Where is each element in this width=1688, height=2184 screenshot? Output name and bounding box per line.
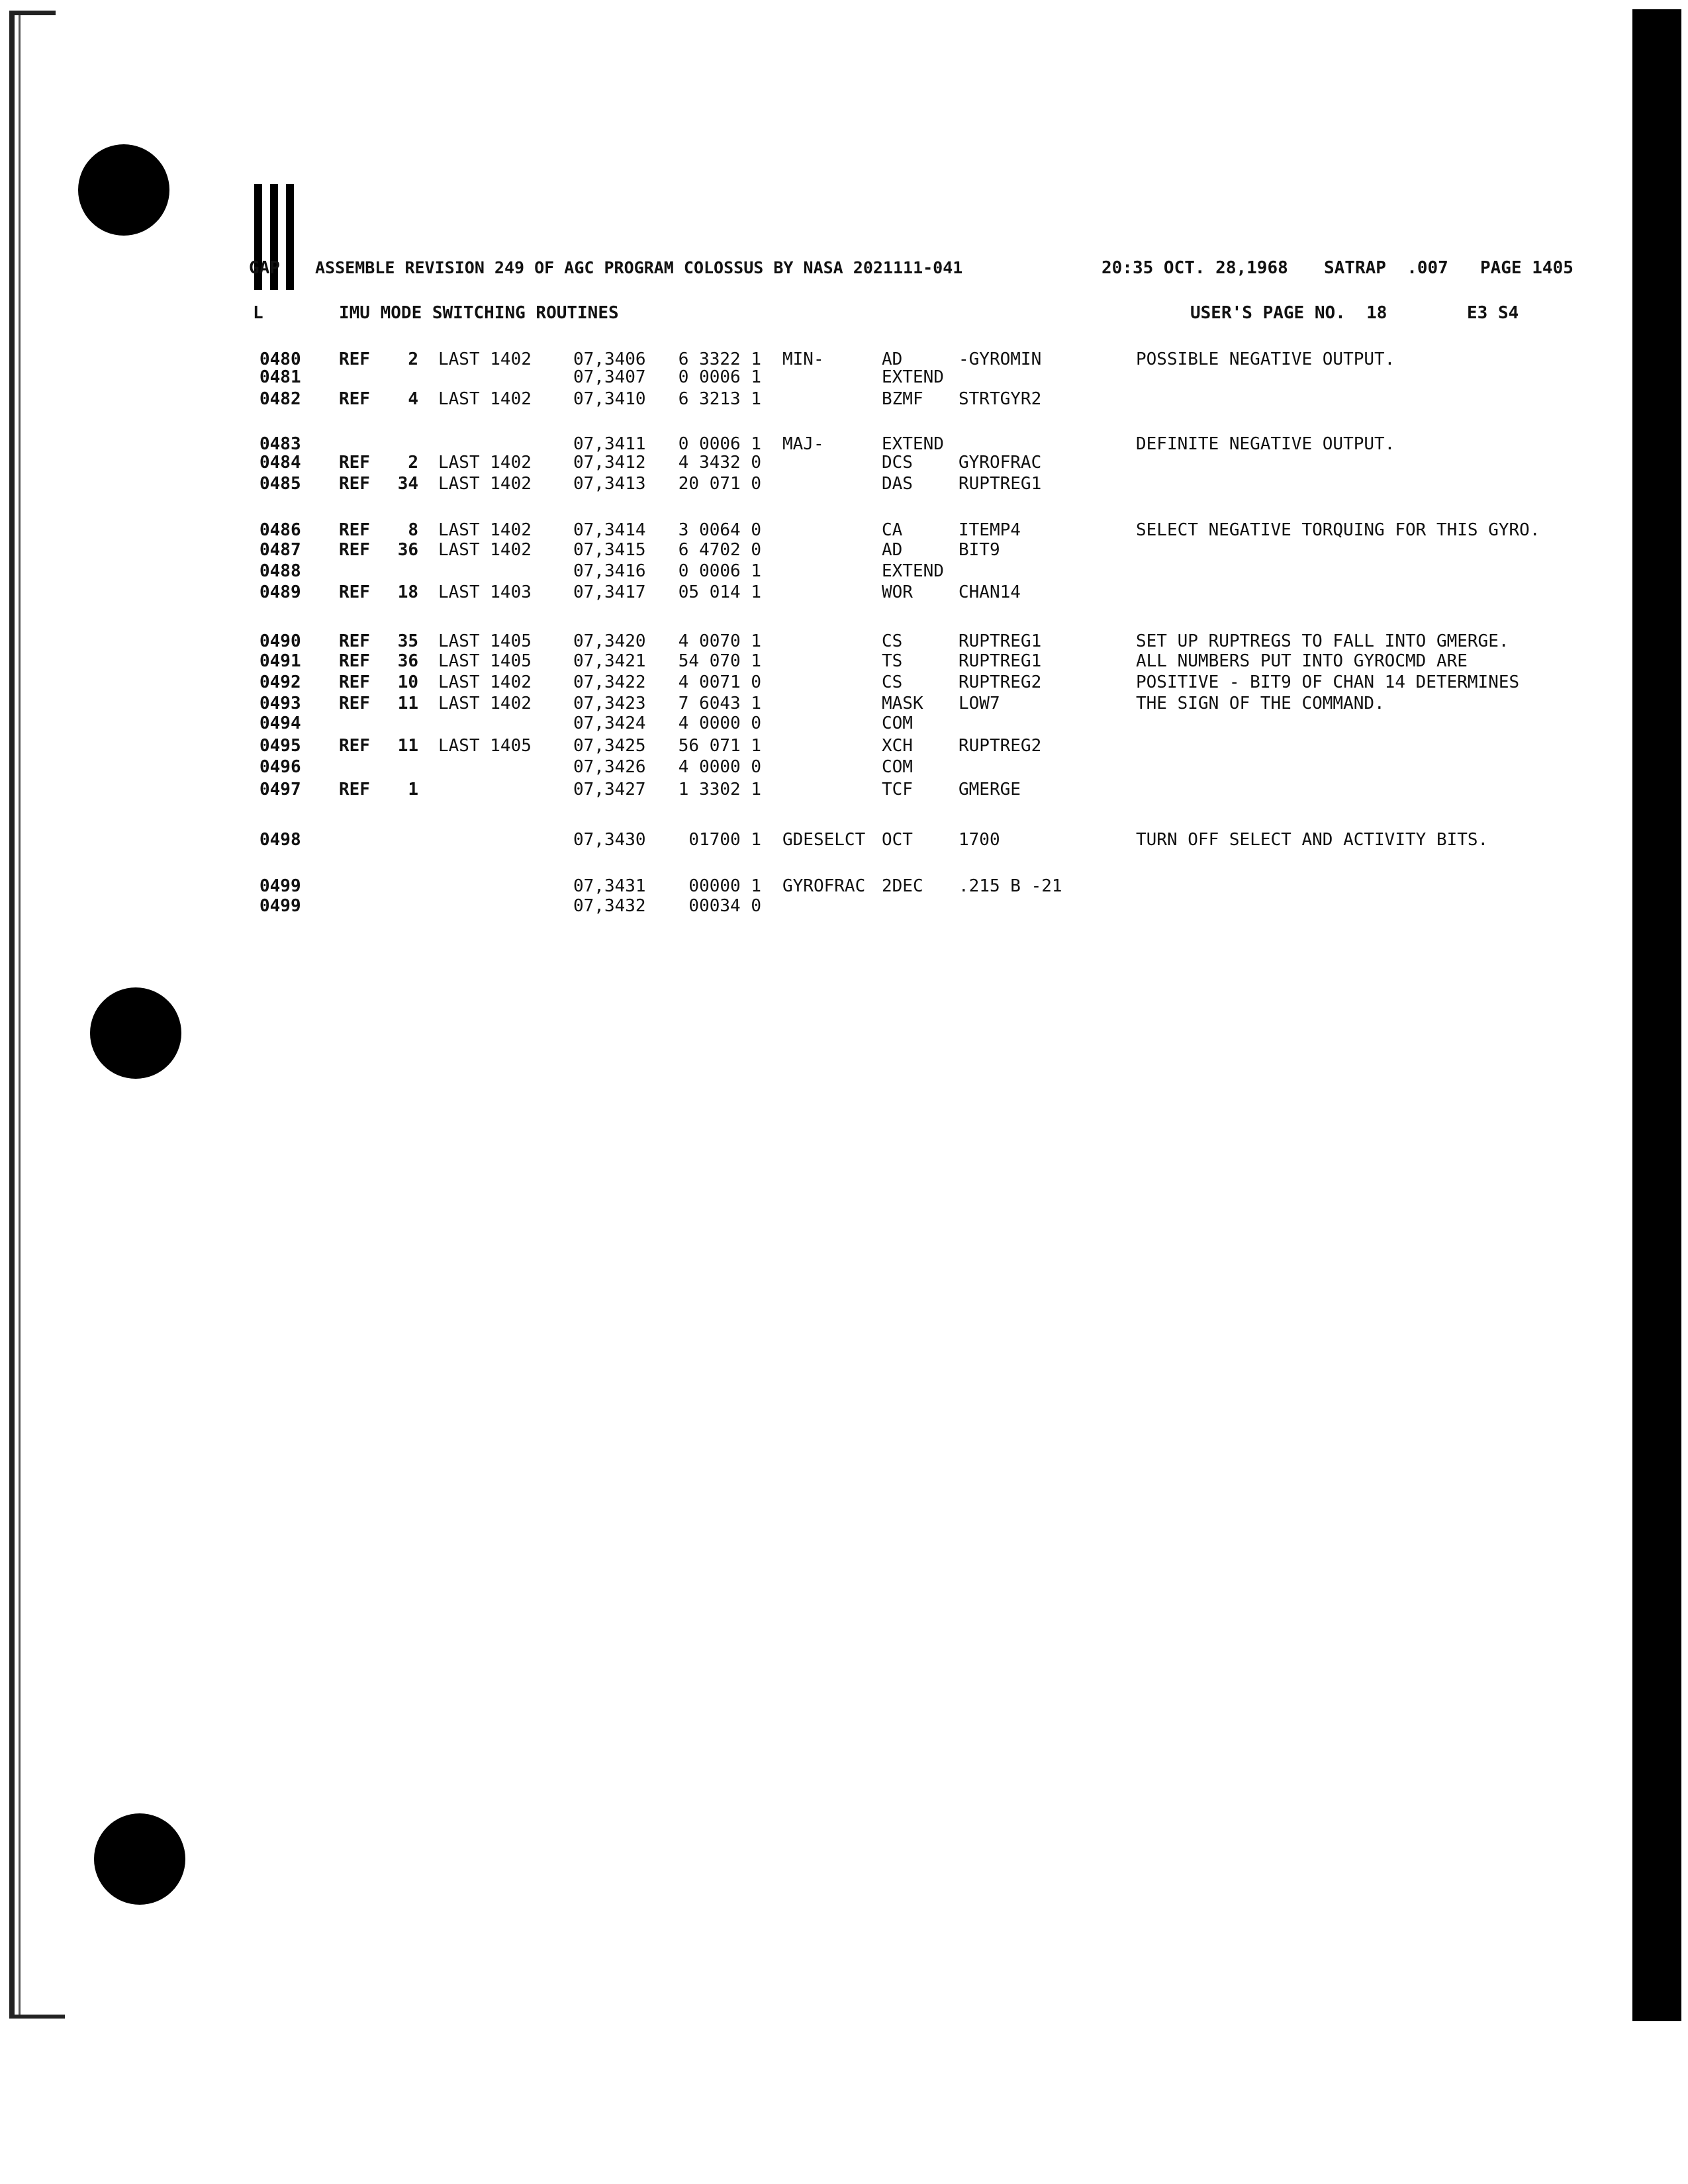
operand: CHAN14 [959, 582, 1021, 602]
memory-address: 07,3427 [573, 780, 646, 799]
opcode: CS [882, 631, 903, 651]
line-number: 0486 [259, 520, 301, 540]
ref-marker: REF [339, 520, 370, 540]
ref-count: 11 [397, 736, 418, 756]
ref-count: 34 [397, 474, 418, 494]
line-number: 0483 [259, 434, 301, 454]
page-left-edge-inner [19, 12, 21, 2019]
assembly-title: ASSEMBLE REVISION 249 OF AGC PROGRAM COLOSSUS BY NASA 2021111-041 [315, 258, 963, 277]
line-number: 0488 [259, 561, 301, 581]
octal-word: 01700 1 [688, 830, 761, 850]
operand: .215 B -21 [959, 876, 1062, 896]
line-number: 0493 [259, 694, 301, 713]
last-reference: LAST 1402 [438, 672, 532, 692]
comment: SET UP RUPTREGS TO FALL INTO GMERGE. [1136, 631, 1509, 651]
operand: RUPTREG2 [959, 672, 1042, 692]
comment: POSITIVE - BIT9 OF CHAN 14 DETERMINES [1136, 672, 1520, 692]
memory-address: 07,3416 [573, 561, 646, 581]
ref-marker: REF [339, 453, 370, 473]
opcode: EXTEND [882, 434, 944, 454]
memory-address: 07,3424 [573, 713, 646, 733]
line-number: 0491 [259, 651, 301, 671]
symbol-label: GDESELCT [782, 830, 866, 850]
memory-address: 07,3410 [573, 389, 646, 409]
satrap-label: SATRAP .007 [1324, 258, 1448, 278]
ref-marker: REF [339, 474, 370, 494]
line-number: 0499 [259, 876, 301, 896]
binder-punch-hole [94, 1813, 185, 1905]
line-number: 0484 [259, 453, 301, 473]
octal-word: 4 0071 0 [678, 672, 761, 692]
memory-address: 07,3412 [573, 453, 646, 473]
opcode: CS [882, 672, 903, 692]
ref-count: 1 [408, 780, 418, 799]
symbol-label: GYROFRAC [782, 876, 866, 896]
comment: POSSIBLE NEGATIVE OUTPUT. [1136, 349, 1395, 369]
ref-count: 10 [397, 672, 418, 692]
ref-marker: REF [339, 672, 370, 692]
memory-address: 07,3413 [573, 474, 646, 494]
ref-count: 35 [397, 631, 418, 651]
operand: LOW7 [959, 694, 1000, 713]
operand: GMERGE [959, 780, 1021, 799]
line-number: 0480 [259, 349, 301, 369]
section-code: E3 S4 [1467, 303, 1519, 323]
memory-address: 07,3417 [573, 582, 646, 602]
page-top-corner-rule [9, 11, 56, 15]
line-number: 0498 [259, 830, 301, 850]
memory-address: 07,3421 [573, 651, 646, 671]
opcode: OCT [882, 830, 913, 850]
opcode: MASK [882, 694, 923, 713]
print-timestamp: 20:35 OCT. 28,1968 [1102, 258, 1288, 278]
symbol-label: MIN- [782, 349, 824, 369]
operand: 1700 [959, 830, 1000, 850]
opcode: 2DEC [882, 876, 923, 896]
line-number: 0485 [259, 474, 301, 494]
opcode: AD [882, 540, 903, 560]
operand: -GYROMIN [959, 349, 1042, 369]
operand: STRTGYR2 [959, 389, 1042, 409]
opcode: BZMF [882, 389, 923, 409]
memory-address: 07,3426 [573, 757, 646, 777]
octal-word: 4 0070 1 [678, 631, 761, 651]
line-number: 0495 [259, 736, 301, 756]
page-bottom-corner-rule [9, 2015, 65, 2019]
memory-address: 07,3422 [573, 672, 646, 692]
opcode: EXTEND [882, 561, 944, 581]
comment: TURN OFF SELECT AND ACTIVITY BITS. [1136, 830, 1489, 850]
last-reference: LAST 1405 [438, 651, 532, 671]
octal-word: 05 014 1 [678, 582, 761, 602]
octal-word: 0 0006 1 [678, 367, 761, 387]
opcode: DAS [882, 474, 913, 494]
section-letter: L [253, 303, 263, 323]
last-reference: LAST 1402 [438, 349, 532, 369]
opcode: XCH [882, 736, 913, 756]
memory-address: 07,3425 [573, 736, 646, 756]
opcode: CA [882, 520, 903, 540]
ref-marker: REF [339, 694, 370, 713]
ref-count: 36 [397, 651, 418, 671]
opcode: TCF [882, 780, 913, 799]
symbol-label: MAJ- [782, 434, 824, 454]
line-number: 0492 [259, 672, 301, 692]
operand: RUPTREG2 [959, 736, 1042, 756]
header-prefix: GAP [249, 258, 280, 278]
octal-word: 54 070 1 [678, 651, 761, 671]
opcode: COM [882, 757, 913, 777]
memory-address: 07,3414 [573, 520, 646, 540]
operand: RUPTREG1 [959, 651, 1042, 671]
ref-marker: REF [339, 736, 370, 756]
octal-word: 4 3432 0 [678, 453, 761, 473]
octal-word: 1 3302 1 [678, 780, 761, 799]
last-reference: LAST 1402 [438, 540, 532, 560]
line-number: 0496 [259, 757, 301, 777]
memory-address: 07,3430 [573, 830, 646, 850]
octal-word: 00034 0 [688, 896, 761, 916]
operand: RUPTREG1 [959, 474, 1042, 494]
line-number: 0499 [259, 896, 301, 916]
operand: BIT9 [959, 540, 1000, 560]
octal-word: 3 0064 0 [678, 520, 761, 540]
last-reference: LAST 1402 [438, 520, 532, 540]
line-number: 0494 [259, 713, 301, 733]
octal-word: 7 6043 1 [678, 694, 761, 713]
section-title: IMU MODE SWITCHING ROUTINES [339, 303, 619, 323]
printer-bar-mark [286, 184, 294, 290]
opcode: EXTEND [882, 367, 944, 387]
opcode: COM [882, 713, 913, 733]
octal-word: 0 0006 1 [678, 434, 761, 454]
octal-word: 6 3213 1 [678, 389, 761, 409]
memory-address: 07,3431 [573, 876, 646, 896]
comment: SELECT NEGATIVE TORQUING FOR THIS GYRO. [1136, 520, 1540, 540]
opcode: TS [882, 651, 903, 671]
binder-punch-hole [78, 144, 169, 236]
last-reference: LAST 1402 [438, 389, 532, 409]
memory-address: 07,3423 [573, 694, 646, 713]
memory-address: 07,3420 [573, 631, 646, 651]
ref-count: 2 [408, 453, 418, 473]
memory-address: 07,3432 [573, 896, 646, 916]
comment: THE SIGN OF THE COMMAND. [1136, 694, 1385, 713]
line-number: 0489 [259, 582, 301, 602]
users-page-number: USER'S PAGE NO. 18 [1190, 303, 1387, 323]
line-number: 0497 [259, 780, 301, 799]
opcode: WOR [882, 582, 913, 602]
ref-count: 11 [397, 694, 418, 713]
ref-count: 36 [397, 540, 418, 560]
memory-address: 07,3406 [573, 349, 646, 369]
comment: ALL NUMBERS PUT INTO GYROCMD ARE [1136, 651, 1468, 671]
page-left-edge [9, 12, 15, 2019]
page-right-black-border [1632, 9, 1681, 2021]
ref-count: 8 [408, 520, 418, 540]
line-number: 0490 [259, 631, 301, 651]
opcode: DCS [882, 453, 913, 473]
operand: ITEMP4 [959, 520, 1021, 540]
binder-punch-hole [90, 987, 181, 1079]
octal-word: 6 3322 1 [678, 349, 761, 369]
ref-marker: REF [339, 631, 370, 651]
ref-marker: REF [339, 349, 370, 369]
octal-word: 4 0000 0 [678, 713, 761, 733]
ref-marker: REF [339, 780, 370, 799]
octal-word: 56 071 1 [678, 736, 761, 756]
memory-address: 07,3415 [573, 540, 646, 560]
ref-marker: REF [339, 540, 370, 560]
opcode: AD [882, 349, 903, 369]
last-reference: LAST 1402 [438, 694, 532, 713]
ref-count: 2 [408, 349, 418, 369]
page-number: PAGE 1405 [1480, 258, 1573, 278]
octal-word: 00000 1 [688, 876, 761, 896]
octal-word: 4 0000 0 [678, 757, 761, 777]
comment: DEFINITE NEGATIVE OUTPUT. [1136, 434, 1395, 454]
ref-count: 18 [397, 582, 418, 602]
line-number: 0487 [259, 540, 301, 560]
ref-marker: REF [339, 582, 370, 602]
last-reference: LAST 1402 [438, 453, 532, 473]
octal-word: 6 4702 0 [678, 540, 761, 560]
operand: GYROFRAC [959, 453, 1042, 473]
last-reference: LAST 1405 [438, 736, 532, 756]
ref-marker: REF [339, 651, 370, 671]
line-number: 0482 [259, 389, 301, 409]
memory-address: 07,3411 [573, 434, 646, 454]
last-reference: LAST 1405 [438, 631, 532, 651]
ref-count: 4 [408, 389, 418, 409]
memory-address: 07,3407 [573, 367, 646, 387]
last-reference: LAST 1403 [438, 582, 532, 602]
ref-marker: REF [339, 389, 370, 409]
octal-word: 20 071 0 [678, 474, 761, 494]
operand: RUPTREG1 [959, 631, 1042, 651]
octal-word: 0 0006 1 [678, 561, 761, 581]
line-number: 0481 [259, 367, 301, 387]
last-reference: LAST 1402 [438, 474, 532, 494]
